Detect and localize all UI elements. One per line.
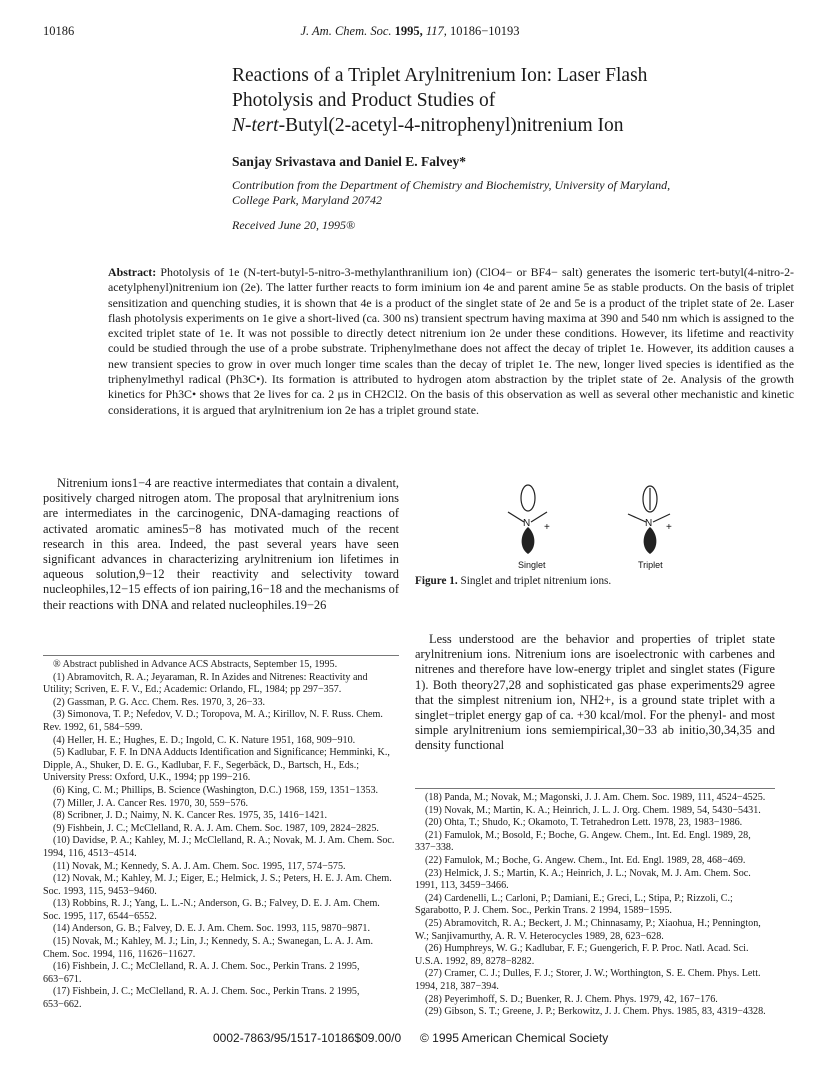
figure-caption-label: Figure 1. [415, 575, 458, 587]
journal-pages: 10186−10193 [449, 24, 520, 38]
triplet-n-atom: N [645, 518, 653, 529]
footnote: (27) Cramer, C. J.; Dulles, F. J.; Storer, J. W.; Worthington, S. E. Chem. Phys. Lett. 1994, 218, 387−394. [415, 968, 761, 992]
footnote: (8) Scribner, J. D.; Naimy, N. K. Cancer Res. 1975, 35, 1416−1421. [53, 810, 328, 822]
title-italic-part: N-tert [232, 115, 279, 136]
article-title [232, 63, 792, 138]
authors: Sanjay Srivastava and Daniel E. Falvey* [232, 154, 467, 169]
body-right-column [415, 632, 775, 754]
journal-year: 1995, [394, 24, 423, 38]
triplet-charge: + [666, 522, 672, 533]
footnote: (16) Fishbein, J. C.; McClelland, R. A. J. Chem. Soc., Perkin Trans. 2 1995, 663−671. [43, 961, 360, 985]
footnote: (15) Novak, M.; Kahley, M. J.; Lin, J.; Kennedy, S. A.; Swanegan, L. A. J. Am. Chem. Soc. 1994, 116, 11626−11627. [43, 936, 373, 960]
footnote: (28) Peyerimhoff, S. D.; Buenker, R. J. Chem. Phys. 1979, 42, 167−176. [425, 993, 718, 1005]
singlet-n-atom: N [523, 518, 531, 529]
title-rest: -Butyl(2-acetyl-4-nitrophenyl)nitrenium Ion [278, 115, 624, 136]
journal-name: J. Am. Chem. Soc. [300, 24, 392, 38]
footnote: (25) Abramovitch, R. A.; Beckert, J. M.; Chinnasamy, P.; Xiaohua, H.; Pennington, W.; Sanjivamurthy, A. R. V. Heterocycles 1989, 28, 623−628. [415, 917, 761, 942]
abstract-label: Abstract: [108, 265, 157, 279]
triplet-structure [628, 486, 672, 570]
singlet-label: Singlet [518, 560, 546, 570]
singlet-charge: + [544, 522, 550, 533]
title-line-2: Photolysis and Product Studies of [232, 90, 496, 111]
footnote: (11) Novak, M.; Kennedy, S. A. J. Am. Chem. Soc. 1995, 117, 574−575. [53, 860, 346, 872]
figure-caption [415, 575, 611, 587]
nitrenium-orbital-figure [500, 482, 715, 570]
abstract [108, 265, 794, 418]
affiliation [232, 178, 792, 208]
abstract-text: Photolysis of 1e (N-tert-butyl-5-nitro-3-methylanthranilium ion) (ClO4− or BF4− salt) generates the isomeric tert-butyl(4-nitro-2-acetylphenyl)nitrenium ion (2e). The latter further reacts to form iminium ion 4e and parent amine 5e as stable products. On the basis of triplet sensitization and quenching studies, it is shown that 4e is a product of the singlet state of 2e and 5e is a product of the triplet state of 2e. Laser flash photolysis experiments on 1e give a short-lived (ca. 300 ns) transient spectrum having maxima at 390 and 540 nm which is assigned to the excited triplet state of 1e. It was not possible to directly detect nitrenium ion 2e under these conditions. However, its lifetime and reactivity could be studied through the use of a probe substrate. Triphenylmethane does not affect the decay of triplet 1e. However, its addition causes a new transient species to grow in over much longer time scales than the decay of triplet 1e. The new, longer lived species is identified as the triphenylmethyl radical (Ph3C•). Its formation is attributed to hydrogen atom abstraction by the triplet state of 2e. Analysis of the growth kinetics for Ph3C• shows that 2e lives for ca. 2 μs in CH2Cl2. On the basis of this observation as well as several other mechanistic and kinetic considerations, it is argued that arylnitrenium ion 2e has a triplet ground state. [108, 265, 794, 417]
footnote: (13) Robbins, R. J.; Yang, L. L.-N.; Anderson, G. B.; Falvey, D. E. J. Am. Chem. Soc. 1995, 117, 6544−6552. [43, 898, 380, 922]
footnote: (4) Heller, H. E.; Hughes, E. D.; Ingold, C. K. Nature 1951, 168, 909−910. [53, 734, 356, 746]
footnote: (6) King, C. M.; Phillips, B. Science (Washington, D.C.) 1968, 159, 1351−1353. [53, 784, 379, 796]
footnote: (3) Simonova, T. P.; Nefedov, V. D.; Toropova, M. A.; Kirillov, N. F. Russ. Chem. Rev. 1992, 61, 584−599. [43, 709, 383, 733]
body-left-column [43, 476, 399, 613]
footnote: (12) Novak, M.; Kahley, M. J.; Eiger, E.; Helmick, J. S.; Peters, H. E. J. Am. Chem. Soc. 1993, 115, 9453−9460. [43, 873, 392, 897]
triplet-paragraph: Less understood are the behavior and properties of triplet state arylnitrenium ions. Nitrenium ions are isoelectronic with carbenes and nitrenes and therefore have low-energy triplet and singlet states (Figure 1). Both theory27,28 and sophisticated gas phase experiments29 agree that the simplest nitrenium ion, NH2+, is a ground state triplet with a singlet−triplet energy gap of ca. +30 kcal/mol. For the phenyl- and most simple arylnitrenium ions semiempirical,30−33 ab initio,30,34,35 and density functional [415, 632, 775, 753]
title-line-1: Reactions of a Triplet Arylnitrenium Ion: Laser Flash [232, 65, 648, 86]
page-number: 10186 [43, 24, 75, 38]
footnote: (14) Anderson, G. B.; Falvey, D. E. J. Am. Chem. Soc. 1993, 115, 9870−9871. [53, 923, 370, 935]
footnote: (1) Abramovitch, R. A.; Jeyaraman, R. In Azides and Nitrenes: Reactivity and Utility; Scriven, E. F. V., Ed.; Academic: Orlando, FL, 1984; pp 297−357. [43, 671, 368, 696]
footnotes-left [43, 655, 399, 1012]
footnote: (21) Famulok, M.; Bosold, F.; Boche, G. Angew. Chem., Int. Ed. Engl. 1989, 28, 337−338. [415, 829, 751, 854]
intro-paragraph: Nitrenium ions1−4 are reactive intermediates that contain a divalent, positively charged nitrogen atom. The proposal that arylnitrenium ions are intermediates in the carcinogenic, DNA-damaging reactions of activated aromatic amines5−8 has motivated much of the recent research in this area. Indeed, the past several years have seen significant advances in characterizing arylnitrenium ion lifetimes in aqueous solution,9−12 their reactivity and selectivity toward nucleophiles,12−15 effects of ion pairing,16−18 and the mechanisms of their reactions with DNA and related nucleophiles.19−26 [43, 476, 399, 612]
footnote: (19) Novak, M.; Martin, K. A.; Heinrich, J. L. J. Org. Chem. 1989, 54, 5430−5431. [425, 804, 761, 816]
triplet-label: Triplet [638, 560, 663, 570]
footnote: (9) Fishbein, J. C.; McClelland, R. A. J. Am. Chem. Soc. 1987, 109, 2824−2825. [53, 822, 379, 834]
footnote: (5) Kadlubar, F. F. In DNA Adducts Identification and Significance; Hemminki, K., Dipple, A., Shuker, D. E. G., Kadlubar, F. F., Segerbäck, D., Bartsch, H., Eds.; University Press: Oxford, U.K., 1994; pp 199−216. [43, 747, 390, 784]
footnote: ® Abstract published in Advance ACS Abstracts, September 15, 1995. [53, 659, 338, 670]
running-head [0, 24, 820, 39]
footnote: (24) Cardenelli, L.; Carloni, P.; Damiani, E.; Greci, L.; Stipa, P.; Rizzoli, C.; Sgarabotto, P. J. Chem. Soc., Perkin Trans. 2 1994, 1589−1595. [415, 892, 733, 917]
footnote: (10) Davidse, P. A.; Kahley, M. J.; McClelland, R. A.; Novak, M. J. Am. Chem. Soc. 1994, 116, 4513−4514. [43, 835, 395, 859]
footnote: (2) Gassman, P. G. Acc. Chem. Res. 1970, 3, 26−33. [53, 696, 266, 708]
footnote: (20) Ohta, T.; Shudo, K.; Okamoto, T. Tetrahedron Lett. 1978, 23, 1983−1986. [425, 817, 743, 829]
singlet-structure [508, 485, 550, 570]
footnote: (26) Humphreys, W. G.; Kadlubar, F. F.; Guengerich, F. P. Proc. Natl. Acad. Sci. U.S.A. 1992, 89, 8278−8282. [415, 943, 749, 967]
footnotes-right [415, 788, 775, 1019]
journal-volume: 117, [425, 24, 447, 38]
footnote: (22) Famulok, M.; Boche, G. Angew. Chem., Int. Ed. Engl. 1989, 28, 468−469. [425, 854, 746, 866]
footnote: (23) Helmick, J. S.; Martin, K. A.; Heinrich, J. L.; Novak, M. J. Am. Chem. Soc. 1991, 113, 3459−3466. [415, 867, 751, 892]
received-date: Received June 20, 1995® [232, 218, 356, 232]
figure-caption-text: Singlet and triplet nitrenium ions. [457, 575, 612, 587]
affiliation-line-2: College Park, Maryland 20742 [232, 193, 382, 207]
affiliation-line-1: Contribution from the Department of Chemistry and Biochemistry, University of Maryland, [232, 178, 671, 192]
footnote: (18) Panda, M.; Novak, M.; Magonski, J. J. Am. Chem. Soc. 1989, 111, 4524−4525. [425, 792, 766, 803]
footer-copyright: © 1995 American Chemical Society [420, 1031, 609, 1045]
footnote: (17) Fishbein, J. C.; McClelland, R. A. J. Chem. Soc., Perkin Trans. 2 1995, 653−662. [43, 986, 360, 1011]
title-line-3 [232, 113, 792, 138]
footnote: (29) Gibson, S. T.; Greene, J. P.; Berkowitz, J. J. Chem. Phys. 1985, 83, 4319−4328. [425, 1006, 766, 1018]
footer-code: 0002-7863/95/1517-10186$09.00/0 [213, 1031, 402, 1045]
footnote: (7) Miller, J. A. Cancer Res. 1970, 30, 559−576. [53, 797, 249, 809]
